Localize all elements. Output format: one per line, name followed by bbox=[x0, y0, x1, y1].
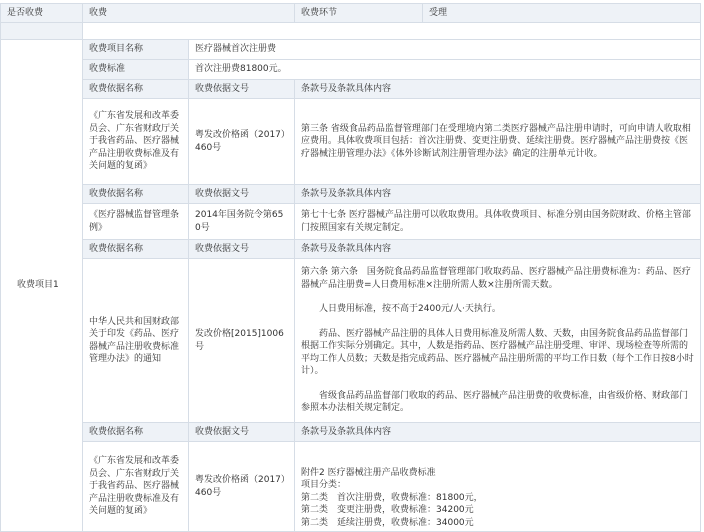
basis-doc-header: 收费依据文号 bbox=[189, 80, 295, 99]
basis-name-header: 收费依据名称 bbox=[83, 423, 189, 442]
basis-clause-header: 条款号及条款具体内容 bbox=[295, 185, 701, 204]
clause-line: 第二类 延续注册费，收费标准：34000元 bbox=[301, 517, 474, 528]
clause-paragraph: 第三条 省级食品药品监督管理部门在受理境内第二类医疗器械产品注册申请时，可向申请人收取相应费用。具体收费项目包括：首次注册费、变更注册费、延续注册费。医疗器械产品注册费按《医疗器械注册管理办法》《体外诊断试剂注册管理办法》确定的注册单元计收。 bbox=[301, 123, 691, 159]
basis-row bbox=[1, 204, 701, 240]
fee-item-label: 收费项目1 bbox=[1, 40, 83, 532]
basis-doc-header: 收费依据文号 bbox=[189, 423, 295, 442]
basis-name-header: 收费依据名称 bbox=[83, 240, 189, 259]
basis-header-row bbox=[1, 240, 701, 259]
basis-header-row bbox=[1, 80, 701, 99]
header-row bbox=[1, 4, 701, 23]
basis-name-header: 收费依据名称 bbox=[83, 80, 189, 99]
basis-name: 《医疗器械监督管理条例》 bbox=[83, 204, 189, 240]
basis-doc-number: 2014年国务院令第650号 bbox=[189, 204, 295, 240]
basis-name: 中华人民共和国财政部关于印发《药品、医疗器械产品注册收费标准管理办法》的通知 bbox=[83, 259, 189, 423]
is-charged-value: 收费 bbox=[83, 4, 295, 23]
item-name-label: 收费项目名称 bbox=[83, 40, 189, 60]
item-name-value: 医疗器械首次注册费 bbox=[189, 40, 701, 60]
basis-header-row bbox=[1, 423, 701, 442]
basis-clause bbox=[295, 99, 701, 185]
basis-name-header: 收费依据名称 bbox=[83, 185, 189, 204]
basis-doc-number: 粤发改价格函（2017）460号 bbox=[189, 442, 295, 532]
basis-doc-header: 收费依据文号 bbox=[189, 185, 295, 204]
top-spacer-cell bbox=[83, 23, 701, 40]
clause-paragraph: 药品、医疗器械产品注册的具体人日费用标准及所需人数、天数，由国务院食品药品监督部门根据工作实际分别确定。其中，人数是指药品、医疗器械产品注册受理、审评、现场检查等所需的平均工作人员数；天数是指完成药品、医疗器械产品注册所需的平均工作日数（每个工作日按8小时计）。 bbox=[301, 328, 694, 377]
top-spacer-row bbox=[1, 23, 701, 40]
fee-stage-label: 收费环节 bbox=[295, 4, 423, 23]
top-left-cell bbox=[1, 23, 83, 40]
basis-doc-number: 发改价格[2015]1006号 bbox=[189, 259, 295, 423]
item-name-row bbox=[1, 40, 701, 60]
item-standard-value: 首次注册费81800元。 bbox=[189, 60, 701, 80]
basis-row bbox=[1, 99, 701, 185]
clause-line: 项目分类： bbox=[301, 480, 347, 490]
basis-clause-header: 条款号及条款具体内容 bbox=[295, 240, 701, 259]
basis-clause bbox=[295, 442, 701, 532]
fee-table bbox=[0, 3, 701, 532]
basis-name: 《广东省发展和改革委员会、广东省财政厅关于我省药品、医疗器械产品注册收费标准及有关问题的复函》 bbox=[83, 442, 189, 532]
basis-clause-header: 条款号及条款具体内容 bbox=[295, 80, 701, 99]
clause-line: 附件2 医疗器械注册产品收费标准 bbox=[301, 467, 436, 478]
basis-header-row bbox=[1, 185, 701, 204]
clause-paragraph: 第六条 第六条 国务院食品药品监督管理部门收取药品、医疗器械产品注册费标准为：药品、医疗器械产品注册费=人日费用标准×注册所需人数×注册所需天数。 bbox=[301, 267, 691, 290]
clause-paragraph: 省级食品药品监督部门收取的药品、医疗器械产品注册费的收费标准，由省级价格、财政部门参照本办法相关规定制定。 bbox=[301, 390, 689, 414]
basis-clause bbox=[295, 204, 701, 240]
basis-clause-header: 条款号及条款具体内容 bbox=[295, 423, 701, 442]
clause-paragraph: 第七十七条 医疗器械产品注册可以收取费用。具体收费项目、标准分别由国务院财政、价格主管部门按照国家有关规定制定。 bbox=[301, 210, 691, 233]
basis-row bbox=[1, 259, 701, 423]
basis-row bbox=[1, 442, 701, 532]
basis-clause bbox=[295, 259, 701, 423]
basis-doc-number: 粤发改价格函（2017）460号 bbox=[189, 99, 295, 185]
item-standard-label: 收费标准 bbox=[83, 60, 189, 80]
basis-doc-header: 收费依据文号 bbox=[189, 240, 295, 259]
is-charged-label: 是否收费 bbox=[1, 4, 83, 23]
clause-line: 第二类 首次注册费，收费标准：81800元， bbox=[301, 492, 483, 503]
item-standard-row bbox=[1, 60, 701, 80]
fee-stage-value: 受理 bbox=[423, 4, 701, 23]
clause-line: 第二类 变更注册费，收费标准：34200元 bbox=[301, 505, 474, 515]
clause-paragraph: 人日费用标准，按不高于2400元/人·天执行。 bbox=[319, 304, 501, 315]
basis-name: 《广东省发展和改革委员会、广东省财政厅关于我省药品、医疗器械产品注册收费标准及有关问题的复函》 bbox=[83, 99, 189, 185]
